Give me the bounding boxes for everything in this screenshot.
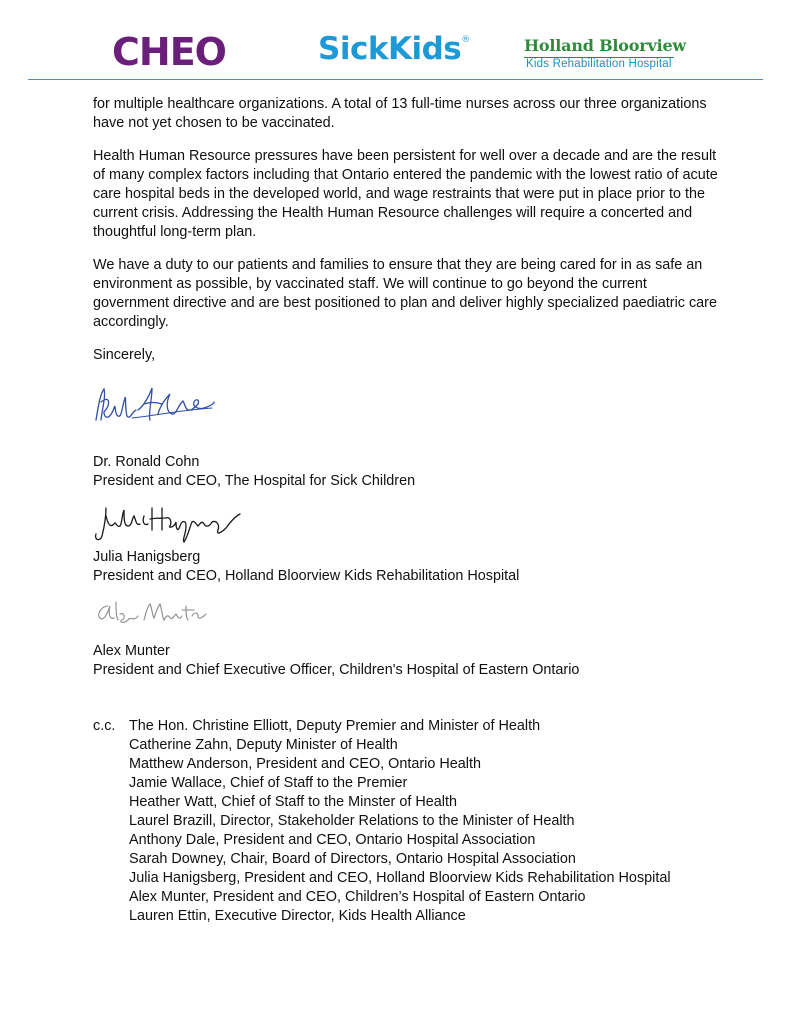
header-divider xyxy=(28,79,763,80)
cc-recipient-list xyxy=(129,717,671,926)
signatory-name-3: Alex Munter xyxy=(93,643,170,659)
holland-bloorview-logo-subtitle: Kids Rehabilitation Hospital xyxy=(526,58,672,70)
cheo-logo: CHEO xyxy=(112,30,226,74)
cc-recipient: Catherine Zahn, Deputy Minister of Health xyxy=(129,737,398,753)
cc-recipient: Laurel Brazill, Director, Stakeholder Relations to the Minister of Health xyxy=(129,813,575,829)
body-paragraph-1: for multiple healthcare organizations. A total of 13 full-time nurses across our three organizations have not yet chosen to be vaccinated. xyxy=(93,96,707,131)
signatory-title-3: President and Chief Executive Officer, Children's Hospital of Eastern Ontario xyxy=(93,662,580,678)
cc-recipient: Jamie Wallace, Chief of Staff to the Premier xyxy=(129,775,408,791)
holland-bloorview-logo: Holland Bloorview xyxy=(524,36,687,55)
cc-recipient: Matthew Anderson, President and CEO, Ontario Health xyxy=(129,756,481,772)
body-paragraph-3: We have a duty to our patients and families to ensure that they are being cared for in as safe an environment as possible, by vaccinated staff. We will continue to go beyond the current government directive and are best positioned to plan and deliver highly specialized paediatric care accordingly. xyxy=(93,257,717,330)
cc-recipient: Anthony Dale, President and CEO, Ontario Hospital Association xyxy=(129,832,536,848)
signatory-title-1: President and CEO, The Hospital for Sick Children xyxy=(93,473,416,489)
signature-alex-munter xyxy=(94,598,209,626)
registered-mark: ® xyxy=(461,35,470,45)
sickkids-logo-text: SickKids xyxy=(318,31,462,67)
signature-julia-hanigsberg xyxy=(92,502,242,544)
cc-recipient: Alex Munter, President and CEO, Children’s Hospital of Eastern Ontario xyxy=(129,889,586,905)
cc-recipient: Julia Hanigsberg, President and CEO, Holland Bloorview Kids Rehabilitation Hospital xyxy=(129,870,671,886)
sickkids-logo xyxy=(318,31,470,67)
signature-ronald-cohn xyxy=(92,380,217,430)
signatory-name-2: Julia Hanigsberg xyxy=(93,549,201,565)
signatory-name-1: Dr. Ronald Cohn xyxy=(93,454,200,470)
cc-recipient: Heather Watt, Chief of Staff to the Minster of Health xyxy=(129,794,457,810)
cc-recipient: Sarah Downey, Chair, Board of Directors, Ontario Hospital Association xyxy=(129,851,576,867)
cc-label: c.c. xyxy=(93,718,116,734)
signatory-title-2: President and CEO, Holland Bloorview Kids Rehabilitation Hospital xyxy=(93,568,520,584)
body-paragraph-2: Health Human Resource pressures have been persistent for well over a decade and are the result of many complex factors including that Ontario entered the pandemic with the lowest ratio of acute care hospital beds in the developed world, and wage restraints that were put in place prior to the current crisis. Addressing the Health Human Resource challenges will require a concerted and thoughtful long-term plan. xyxy=(93,148,718,240)
cc-recipient: Lauren Ettin, Executive Director, Kids Health Alliance xyxy=(129,908,466,924)
closing: Sincerely, xyxy=(93,347,156,363)
cc-recipient: The Hon. Christine Elliott, Deputy Premier and Minister of Health xyxy=(129,718,541,734)
